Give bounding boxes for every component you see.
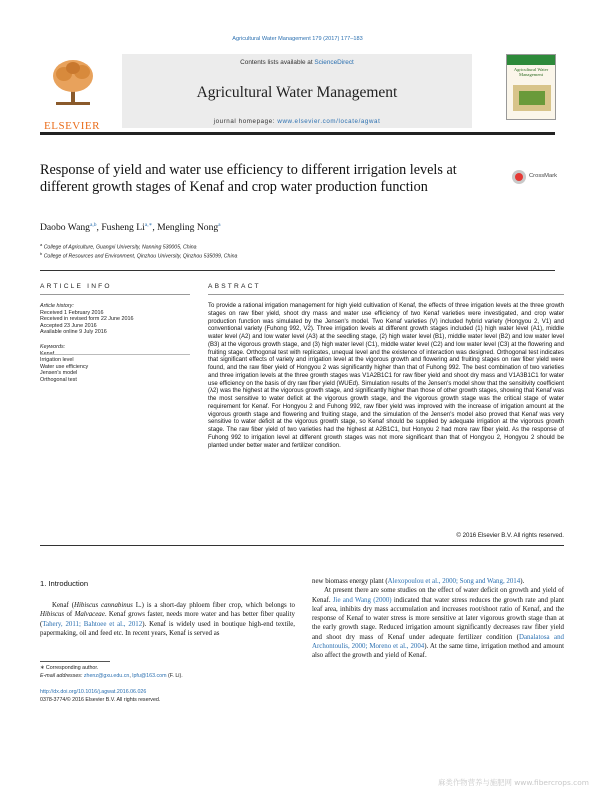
article-info xyxy=(40,303,190,384)
elsevier-wordmark: ELSEVIER xyxy=(44,120,100,132)
text-run: ). xyxy=(520,578,525,585)
affiliation-text: College of Resources and Environment, Qinzhou University, Qinzhou 535099, China xyxy=(43,253,238,260)
author-list xyxy=(40,222,221,233)
email-note xyxy=(40,673,183,679)
genus-name: Hibiscus xyxy=(40,611,65,619)
issn-line: 0378-3774/© 2016 Elsevier B.V. All rights reserved. xyxy=(40,697,161,703)
keyword: Water use efficiency xyxy=(40,363,89,370)
section-divider xyxy=(40,270,555,271)
author-affiliation-mark[interactable]: a,∗ xyxy=(144,222,153,228)
author-affiliation-mark[interactable]: a xyxy=(218,222,221,228)
copyright-notice: © 2016 Elsevier B.V. All rights reserved. xyxy=(456,532,564,539)
journal-banner xyxy=(122,54,472,128)
homepage-prefix: journal homepage: xyxy=(213,118,278,125)
cover-title: Agricultural Water Management xyxy=(513,67,549,78)
email-link[interactable]: zhenz@gxu.edu.cn xyxy=(83,673,130,679)
contents-line xyxy=(122,59,472,66)
keywords-label: Keywords: xyxy=(40,343,66,350)
author-name[interactable]: Mengling Nong xyxy=(157,222,219,234)
paragraph xyxy=(312,586,564,660)
footnote-rule xyxy=(40,661,110,662)
text-run: indicated that water stress reduces the growth rate and plant leaf area, inhibits dry mass accumulation and increases root/shoot ratio of Kenaf, and the response of Kenaf to water stress is more sensitive at later vigorous growth stage than at the early growth stage. Reduced irrigation amount significantly decreases raw fiber yield and shoot dry mass of Kenaf under adequate fertilizer condition ( xyxy=(312,596,564,641)
crossmark-icon xyxy=(512,170,526,184)
history-label: Article history: xyxy=(40,303,74,309)
info-divider xyxy=(40,354,190,355)
affiliation xyxy=(40,242,197,251)
citation-link[interactable]: Alexopoulou et al., 2000; Song and Wang, 2014 xyxy=(387,578,521,585)
affiliation-mark: a xyxy=(40,242,43,247)
email-separator: , xyxy=(129,673,133,679)
corresponding-author-note: ∗ Corresponding author. xyxy=(40,665,99,671)
abstract-text: To provide a rational irrigation management for high yield cultivation of Kenaf, the effects of three irrigation levels at the three growth stages on raw fiber yield, shoot dry mass and water use efficiency of two Kenaf varieties were investigated, and crop water production function was simulated by the Jensen's model. Two Kenaf varieties (V) included hybrid variety (Hongyou 2, V1) and conventional variety (Fuhong 992, V2). Three irrigation levels at different growth stages included (1) high water level (A1), middle water level (A2) and low water level (A3) at the seedling stage, (2) high water level (B1), middle water level (B2) and low water level (B3) at the vigorous growth stage, and (3) high water level (C1), middle water level (C2) and low water level (C3) at the flowering and fruiting stage. Orthogonal test with replicates, unequal level and the existence of interaction was designed. Orthogonal test indicates that significant effects of variety and irrigation level at the vigorous growth and flowering and fruiting stages on raw fiber yield were found, and the raw fiber yield of Hongyou 2 was significantly higher than that of Fuhong 992. The best combination of two varieties and three irrigation levels at the three growth stages was V1A2B1C1 for raw fiber yield and shoot dry mass and V1A3B1C1 for water use efficiency on the basis of dry raw fiber yield (WUEd). Simulation results of the Jensen's model show that the sensitivity coefficient (λ2) was the highest at the vigorous growth stage, and significantly higher than those of other growth stages, showing that Kenaf was the most sensitive to water deficit at the vigorous growth stage, and the vigorous growth stage was the critical stage of water requirement for Kenaf. For Hongyou 2 and Fuhong 992, raw fiber yield was improved with the increase of irrigation amount at the vigorous growth stage and flowering and fruiting stage, and the simulation of the Jensen's model also proved that Kenaf was very sensitive to water deficit at the vigorous growth stage, so Kenaf should be supplied by adequate irrigation at the vigorous growth stage. The raw fiber yield of two varieties had the highest at A2B1C1, but Honyou 2 had more raw fiber yield. As the response of Fuhong 992 to irrigation level at different growth stages was not more significant than that of Hongyou 2, Hongyou 2 should be planted under better water and fertilizer condition. xyxy=(208,303,564,449)
history-item: Received 1 February 2016 xyxy=(40,309,104,316)
author-separator: , xyxy=(152,222,158,234)
author-affiliation-mark[interactable]: a,b xyxy=(89,222,97,228)
email-link[interactable]: lpfu@163.com xyxy=(132,673,167,679)
journal-title: Agricultural Water Management xyxy=(196,84,398,101)
homepage-link[interactable]: www.elsevier.com/locate/agwat xyxy=(277,118,381,125)
keyword: Jensen's model xyxy=(40,370,78,377)
citation-link[interactable]: Jie and Wang (2000) xyxy=(332,596,392,604)
family-name: Malvaceae xyxy=(74,611,105,619)
author-name[interactable]: Fusheng Li xyxy=(101,222,145,234)
header-rule xyxy=(40,132,555,135)
text-run: L.) is a short-day phloem fiber crop, which belongs to xyxy=(132,602,295,609)
text-run: Kenaf ( xyxy=(52,602,75,609)
species-name: Hibiscus cannabinus xyxy=(74,602,133,609)
author-separator: , xyxy=(96,222,102,234)
abstract-divider xyxy=(40,545,564,546)
affiliation-mark: b xyxy=(40,251,43,256)
history-item: Available online 9 July 2016 xyxy=(40,329,107,336)
affiliation xyxy=(40,251,237,260)
text-run: new biomass energy plant ( xyxy=(312,578,388,585)
watermark: 麻类作物营养与施肥网 www.fibercrops.com xyxy=(438,778,589,787)
text-run: At present there are some studies on the effect of water deficit on growth and yield of Kenaf. xyxy=(312,587,564,604)
abstract-heading: ABSTRACT xyxy=(208,283,261,290)
section-heading-introduction: 1. Introduction xyxy=(40,579,89,588)
text-run: ). At the same time, irrigation method and amount also affect the growth and yield of Kenaf. xyxy=(312,643,564,660)
history-item: Accepted 23 June 2016 xyxy=(40,322,97,329)
citation-link[interactable]: Tahery, 2011; Bahtoee et al., 2012 xyxy=(42,620,143,628)
email-label: E-mail addresses: xyxy=(40,673,84,679)
history-item: Received in revised form 22 June 2016 xyxy=(40,316,134,323)
citation-link[interactable]: Danalatosa and Archontoulis, 2000; Moreno et al., 2004 xyxy=(312,633,564,651)
text-run: ). Kenaf is widely used in boutique high-end textile, papermaking, oil and feed etc. In recent years, Kenaf is served as xyxy=(40,620,295,637)
introduction-right-column xyxy=(312,577,564,661)
elsevier-logo[interactable] xyxy=(40,56,104,132)
article-info-heading: ARTICLE INFO xyxy=(40,283,112,290)
introduction-left-column xyxy=(40,601,295,638)
cover-band xyxy=(507,55,555,65)
homepage-line xyxy=(122,118,472,125)
email-suffix: (F. Li). xyxy=(166,673,183,679)
text-run: . Kenaf grows faster, needs more water and has better fiber quality ( xyxy=(40,611,295,628)
crossmark-label: CrossMark xyxy=(529,173,558,179)
journal-cover-thumbnail[interactable] xyxy=(506,54,556,120)
journal-reference[interactable]: Agricultural Water Management 179 (2017) 177–183 xyxy=(232,36,363,42)
elsevier-tree-icon xyxy=(50,58,96,108)
keyword: Irrigation level xyxy=(40,357,74,364)
abstract-rule xyxy=(208,294,564,295)
doi-link[interactable] xyxy=(40,689,146,695)
affiliation-text: College of Agriculture, Guangxi University, Nanning 530005, China xyxy=(43,244,197,251)
contents-prefix: Contents lists available at xyxy=(240,59,315,66)
cover-image-detail xyxy=(519,91,545,105)
author-name[interactable]: Daobo Wang xyxy=(40,222,90,234)
text-run: of xyxy=(64,611,75,619)
crossmark-badge[interactable] xyxy=(512,168,560,194)
keyword: Orthogonal test xyxy=(40,376,77,383)
article-info-rule xyxy=(40,294,190,295)
article-title: Response of yield and water use efficiency to different irrigation levels at different growth stages of Kenaf and crop water production function xyxy=(40,162,457,195)
doi-text[interactable]: http://dx.doi.org/10.1016/j.agwat.2016.06.026 xyxy=(40,689,147,695)
journal-header xyxy=(40,50,555,132)
sciencedirect-link[interactable]: ScienceDirect xyxy=(314,59,354,66)
